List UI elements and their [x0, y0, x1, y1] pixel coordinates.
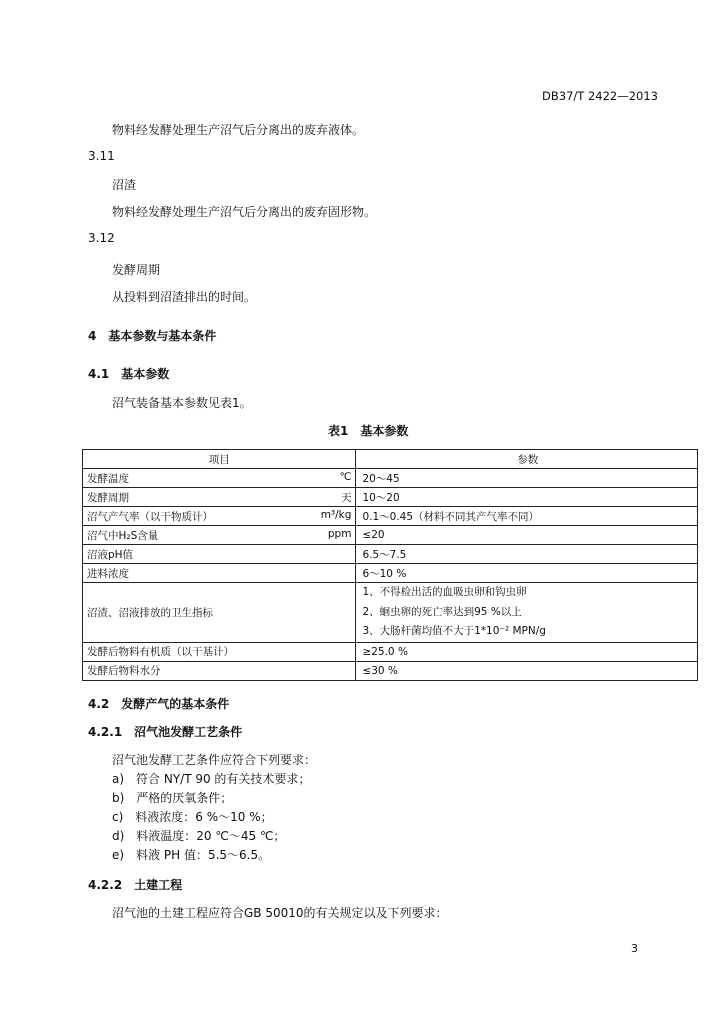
clause-number: 3.12	[88, 231, 115, 245]
paragraph: 从投料到沼渣排出的时间。	[112, 290, 257, 304]
clause-number: 3.11	[88, 149, 115, 163]
paragraph: 物料经发酵处理生产沼气后分离出的废弃固形物。	[112, 205, 377, 219]
row-unit: ppm	[327, 527, 352, 540]
list-item: e) 料液 PH 值：5.5～6.5。	[112, 848, 271, 862]
row-value: 10～20	[356, 488, 698, 507]
row-item: 沼液pH值	[83, 545, 356, 564]
row-unit: ℃	[339, 470, 352, 483]
paragraph: 沼气装备基本参数见表1。	[112, 396, 252, 410]
section-heading: 4 基本参数与基本条件	[88, 329, 217, 343]
row-item: 发酵后物料水分	[83, 661, 356, 680]
table-row	[83, 507, 698, 526]
subsection-heading: 4.2 发酵产气的基本条件	[88, 697, 230, 711]
row-value: ≥25.0 %	[356, 642, 698, 661]
row-item: 发酵温度	[87, 472, 129, 485]
table-row	[83, 526, 698, 545]
row-value: 20～45	[356, 469, 698, 488]
table-header-row	[83, 450, 698, 469]
row-value: ≤20	[356, 526, 698, 545]
row-item: 沼渣、沼液排放的卫生指标	[83, 583, 356, 643]
table-row	[83, 642, 698, 661]
row-item: 沼气产气率（以干物质计）	[87, 510, 213, 523]
row-value: 0.1～0.45（材料不同其产气率不同）	[356, 507, 698, 526]
parameters-table	[82, 449, 698, 681]
row-item: 发酵后物料有机质（以干基计）	[83, 642, 356, 661]
term-title: 沼渣	[112, 178, 137, 192]
row-value: ≤30 %	[356, 661, 698, 680]
header-item: 项目	[83, 450, 356, 469]
row-unit: m³/kg	[320, 508, 352, 521]
row-value: 6～10 %	[356, 564, 698, 583]
row-item: 发酵周期	[87, 491, 129, 504]
list-item: a) 符合 NY/T 90 的有关技术要求；	[112, 772, 311, 786]
row-unit: 天	[340, 491, 352, 504]
table-row	[83, 469, 698, 488]
table-caption: 表1 基本参数	[328, 424, 409, 438]
subsection-heading: 4.2.2 土建工程	[88, 878, 183, 892]
row-value-line: 1、不得检出活的血吸虫卵和钩虫卵	[362, 586, 527, 598]
table-row	[83, 661, 698, 680]
header-param: 参数	[356, 450, 698, 469]
list-item: b) 严格的厌氧条件；	[112, 791, 233, 805]
paragraph: 沼气池发酵工艺条件应符合下列要求：	[112, 753, 317, 767]
paragraph: 物料经发酵处理生产沼气后分离出的废弃液体。	[112, 123, 365, 137]
row-value-line: 2、蛔虫卵的死亡率达到95 %以上	[362, 605, 522, 618]
paragraph: 沼气池的土建工程应符合GB 50010的有关规定以及下列要求：	[112, 906, 448, 920]
page-number: 3	[631, 942, 638, 955]
subsection-heading: 4.1 基本参数	[88, 367, 170, 381]
standard-number: DB37/T 2422—2013	[542, 89, 658, 103]
row-value: 6.5～7.5	[356, 545, 698, 564]
table-row	[83, 583, 698, 643]
row-value-line: 3、大肠杆菌均值不大于1*10⁻² MPN/g	[362, 625, 546, 637]
table-row	[83, 488, 698, 507]
table-row	[83, 545, 698, 564]
table-row	[83, 564, 698, 583]
subsection-heading: 4.2.1 沼气池发酵工艺条件	[88, 725, 243, 739]
row-item: 进料浓度	[83, 564, 356, 583]
list-item: c) 料液浓度：6 %～10 %；	[112, 810, 273, 824]
row-item: 沼气中H₂S含量	[87, 529, 159, 542]
term-title: 发酵周期	[112, 263, 161, 277]
list-item: d) 料液温度：20 ℃～45 ℃；	[112, 829, 286, 843]
